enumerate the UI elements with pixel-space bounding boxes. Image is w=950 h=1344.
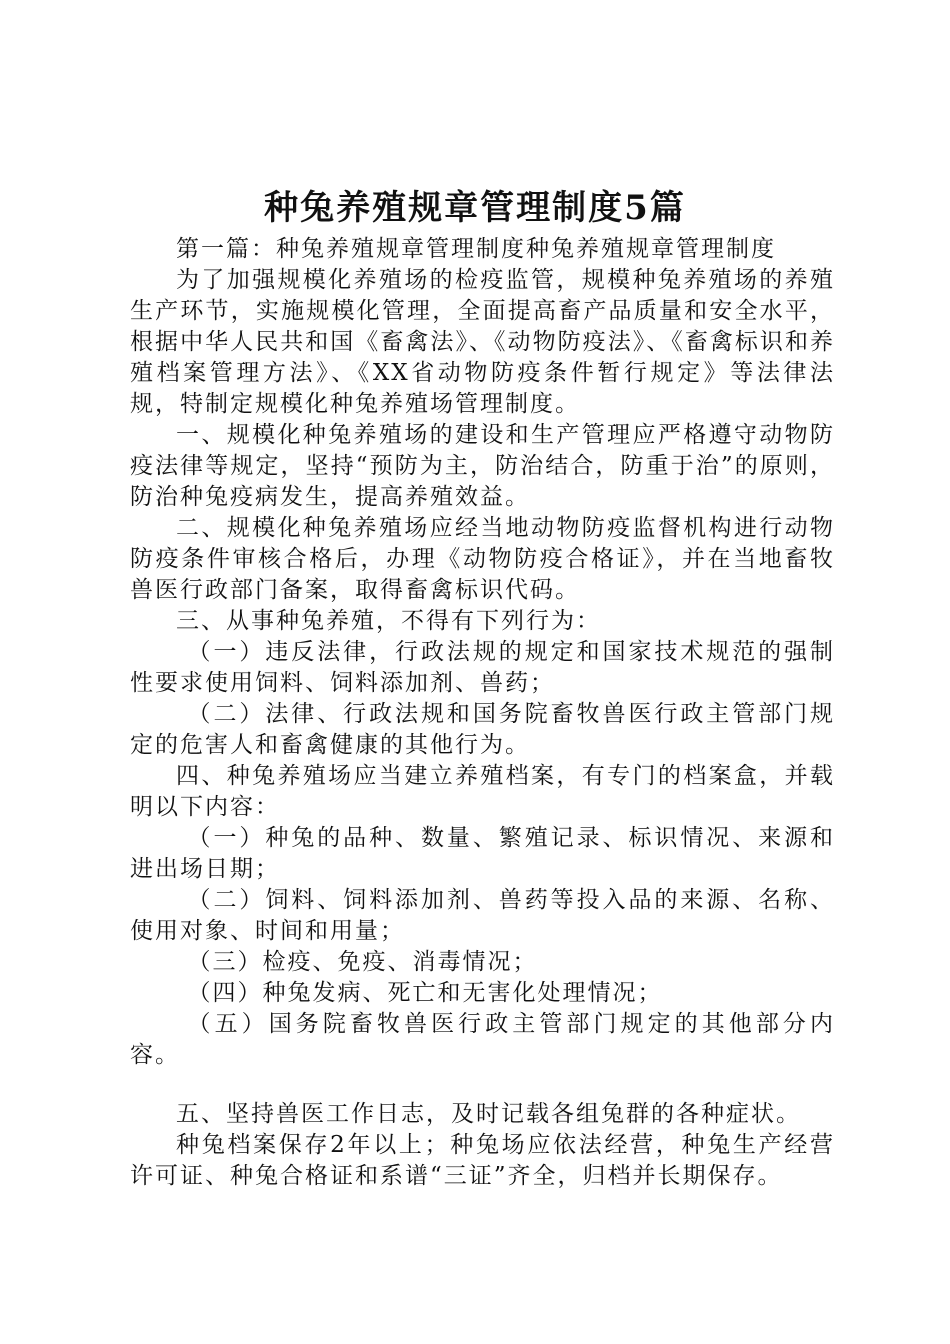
paragraph-article-5: 五、坚持兽医工作日志，及时记载各组兔群的各种症状。 (176, 1101, 801, 1127)
paragraph-article-4-item-5: （五）国务院畜牧兽医行政主管部门规定的其他部分内容。 (130, 1011, 835, 1068)
document-body (130, 234, 835, 1192)
paragraph-article-4-item-3: （三）检疫、免疫、消毒情况； (187, 949, 538, 975)
paragraph-article-3-item-2: （二）法律、行政法规和国务院畜牧兽医行政主管部门规定的危害人和畜禽健康的其他行为。 (130, 701, 835, 758)
paragraph-spacer (130, 1071, 835, 1099)
paragraph-article-1: 一、规模化种兔养殖场的建设和生产管理应严格遵守动物防疫法律等规定，坚持“预防为主，防治结合，防重于治”的原则，防治种兔疫病发生，提高养殖效益。 (130, 422, 835, 510)
paragraph-archive-retention: 种兔档案保存2年以上；种兔场应依法经营，种兔生产经营许可证、种兔合格证和系谱“三证”齐全，归档并长期保存。 (130, 1132, 835, 1189)
paragraph-intro: 为了加强规模化养殖场的检疫监管，规模种兔养殖场的养殖生产环节，实施规模化管理，全面提高畜产品质量和安全水平，根据中华人民共和国《畜禽法》、《动物防疫法》、《畜禽标识和养殖档案管理方法》、《XX省动物防疫条件暂行规定》等法律法规，特制定规模化种兔养殖场管理制度。 (130, 267, 835, 417)
paragraph-article-3: 三、从事种兔养殖，不得有下列行为： (176, 608, 601, 634)
paragraph-article-4-item-2: （二）饲料、饲料添加剂、兽药等投入品的来源、名称、使用对象、时间和用量； (130, 887, 835, 944)
paragraph-article-4-item-4: （四）种兔发病、死亡和无害化处理情况； (187, 980, 663, 1006)
paragraph-article-2: 二、规模化种兔养殖场应经当地动物防疫监督机构进行动物防疫条件审核合格后，办理《动物防疫合格证》，并在当地畜牧兽医行政部门备案，取得畜禽标识代码。 (130, 515, 835, 603)
paragraph-article-3-item-1: （一）违反法律，行政法规的规定和国家技术规范的强制性要求使用饲料、饲料添加剂、兽药； (130, 639, 835, 696)
paragraph-article-4: 四、种兔养殖场应当建立养殖档案，有专门的档案盒，并载明以下内容： (130, 763, 835, 820)
paragraph-chapter-heading: 第一篇：种兔养殖规章管理制度种兔养殖规章管理制度 (176, 236, 776, 262)
paragraph-article-4-item-1: （一）种兔的品种、数量、繁殖记录、标识情况、来源和进出场日期； (130, 825, 835, 882)
document-title: 种兔养殖规章管理制度5篇 (264, 188, 686, 228)
